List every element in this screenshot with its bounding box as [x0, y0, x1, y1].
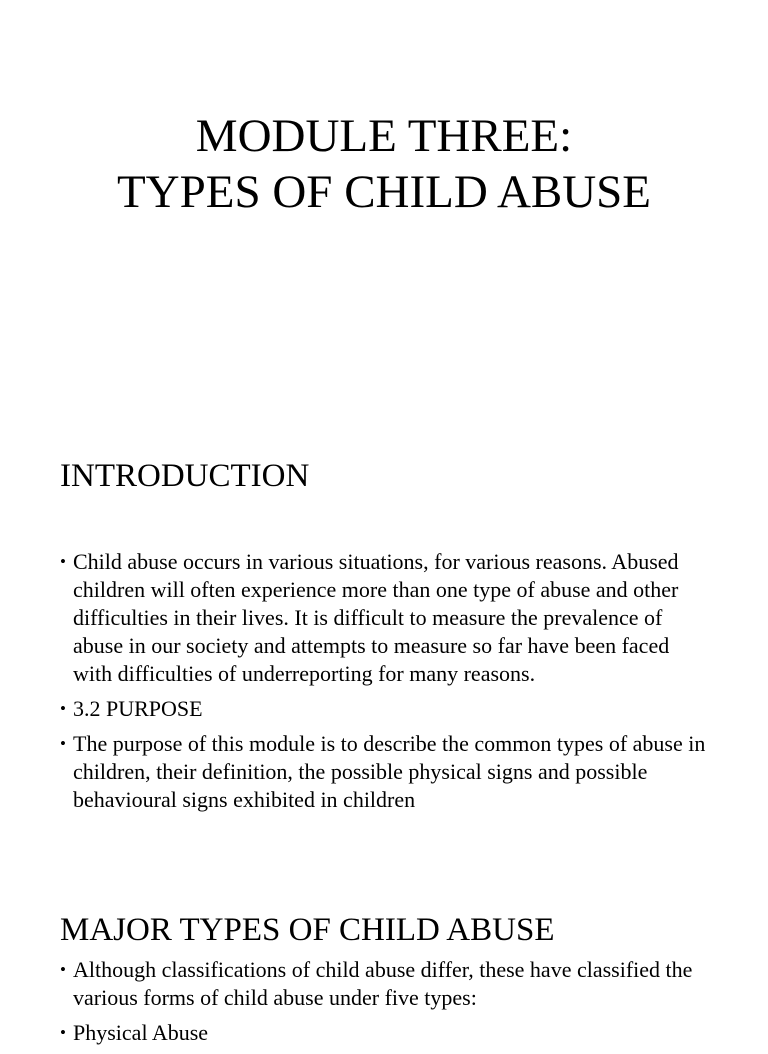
bullet-item	[60, 695, 710, 723]
title-line-1: MODULE THREE:	[195, 110, 573, 162]
bullet-text: 3.2 PURPOSE	[73, 696, 203, 721]
introduction-slide	[0, 420, 768, 860]
bullet-text: Although classifications of child abuse differ, these have classified the various forms of child abuse under five types:	[73, 957, 693, 1010]
bullet-item	[60, 548, 710, 688]
bullet-text: Physical Abuse	[73, 1020, 209, 1045]
bullet-text: The purpose of this module is to describe the common types of abuse in children, their definition, the possible physical signs and possible behavioural signs exhibited in children	[73, 731, 706, 812]
bullet-item	[60, 730, 710, 814]
introduction-heading: INTRODUCTION	[60, 458, 310, 494]
module-title	[0, 108, 768, 220]
major-types-heading: MAJOR TYPES OF CHILD ABUSE	[60, 912, 555, 948]
bullet-item	[60, 956, 710, 1012]
introduction-bullet-list	[60, 548, 710, 821]
bullet-icon: •	[60, 1023, 66, 1042]
title-slide	[0, 0, 768, 420]
bullet-item	[60, 1019, 710, 1047]
major-types-slide	[0, 860, 768, 1045]
bullet-icon: •	[60, 552, 66, 571]
bullet-text: Child abuse occurs in various situations, for various reasons. Abused children will often experience more than one type of abuse and other difficulties in their lives. It is difficult to measure the prevalence of abuse in our society and attempts to measure so far have been faced with difficulties of underreporting for many reasons.	[73, 549, 679, 686]
major-types-bullet-list	[60, 956, 710, 1054]
bullet-icon: •	[60, 960, 66, 979]
title-line-2: TYPES OF CHILD ABUSE	[116, 166, 652, 218]
bullet-icon: •	[60, 734, 66, 753]
bullet-icon: •	[60, 699, 66, 718]
